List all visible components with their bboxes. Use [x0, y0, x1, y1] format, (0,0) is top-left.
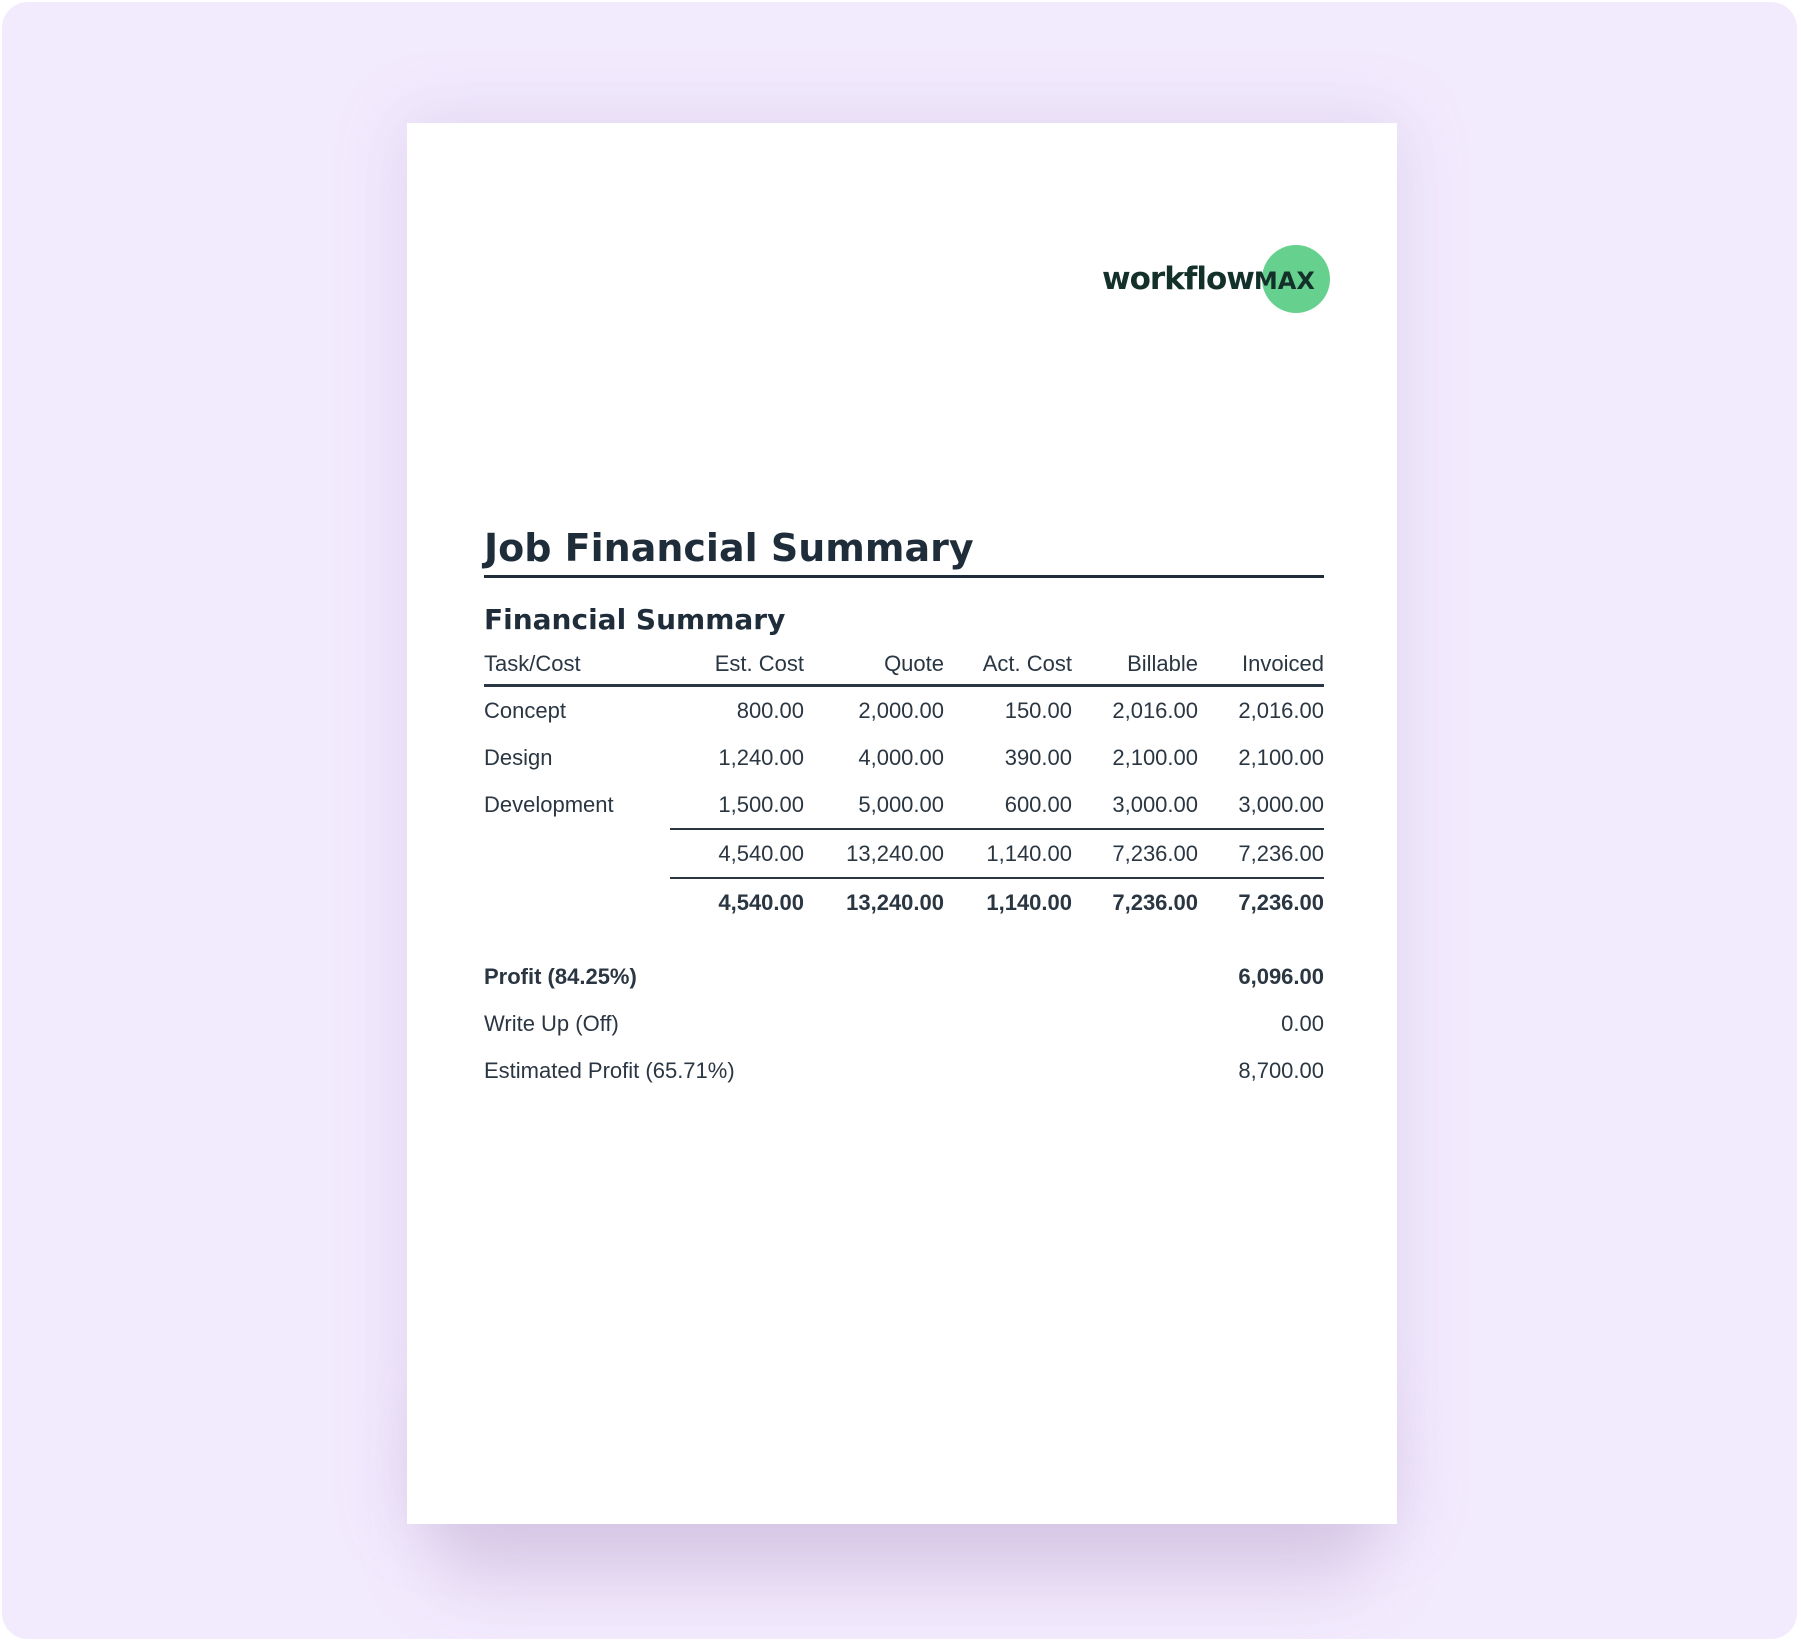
page-title: Job Financial Summary: [484, 523, 1324, 578]
total-billable: 7,236.00: [1072, 878, 1198, 926]
writeup-label: Write Up (Off): [484, 1011, 619, 1036]
cell-quote: 5,000.00: [858, 791, 944, 817]
cell-invoiced: 2,100.00: [1238, 744, 1324, 770]
financial-summary-table: [484, 644, 1324, 926]
column-header-invoiced: Invoiced: [1198, 644, 1324, 686]
cell-billable: 3,000.00: [1112, 791, 1198, 817]
cell-invoiced: 3,000.00: [1238, 791, 1324, 817]
workflowmax-logo: [1102, 243, 1332, 315]
estimated-profit-value: 8,700.00: [1238, 1058, 1324, 1083]
subtotal-quote: 13,240.00: [804, 829, 944, 878]
profit-summary: [484, 953, 1324, 1094]
task-name: Concept: [484, 697, 566, 723]
cell-act-cost: 600.00: [1004, 791, 1072, 817]
cell-quote: 2,000.00: [858, 697, 944, 723]
subtotal-billable: 7,236.00: [1072, 829, 1198, 878]
estimated-profit-label: Estimated Profit (65.71%): [484, 1058, 735, 1083]
table-row: [484, 686, 1324, 735]
cell-est-cost: 800.00: [736, 697, 804, 723]
subtotal-act-cost: 1,140.00: [944, 829, 1072, 878]
subtotal-label-empty: [484, 829, 670, 878]
column-header-est-cost: Est. Cost: [670, 644, 804, 686]
section-title: Financial Summary: [484, 603, 786, 636]
table-row: [484, 781, 1324, 829]
total-invoiced: 7,236.00: [1198, 878, 1324, 926]
profit-row: [484, 953, 1324, 1000]
cell-act-cost: 390.00: [1004, 744, 1072, 770]
cell-billable: 2,016.00: [1112, 697, 1198, 723]
task-name: Design: [484, 744, 553, 770]
cell-act-cost: 150.00: [1004, 697, 1072, 723]
writeup-row: [484, 1000, 1324, 1047]
total-label-empty: [484, 878, 670, 926]
total-est-cost: 4,540.00: [670, 878, 804, 926]
subtotal-invoiced: 7,236.00: [1198, 829, 1324, 878]
column-header-quote: Quote: [804, 644, 944, 686]
cell-billable: 2,100.00: [1112, 744, 1198, 770]
total-row: [484, 878, 1324, 926]
writeup-value: 0.00: [1281, 1011, 1324, 1036]
logo-text-accent: MAX: [1253, 267, 1315, 295]
cell-est-cost: 1,240.00: [718, 744, 804, 770]
cell-invoiced: 2,016.00: [1238, 697, 1324, 723]
page-background: [2, 2, 1797, 1639]
column-header-task: Task/Cost: [484, 644, 670, 686]
logo-text-main: workflow: [1102, 261, 1254, 297]
total-act-cost: 1,140.00: [944, 878, 1072, 926]
column-header-billable: Billable: [1072, 644, 1198, 686]
table-row: [484, 734, 1324, 781]
table-header-row: [484, 644, 1324, 686]
estimated-profit-row: [484, 1047, 1324, 1094]
logo-text: [1102, 259, 1315, 301]
profit-label: Profit (84.25%): [484, 964, 637, 989]
subtotal-est-cost: 4,540.00: [670, 829, 804, 878]
total-quote: 13,240.00: [804, 878, 944, 926]
document-page: [407, 123, 1397, 1524]
column-header-act-cost: Act. Cost: [944, 644, 1072, 686]
profit-value: 6,096.00: [1238, 964, 1324, 989]
cell-quote: 4,000.00: [858, 744, 944, 770]
cell-est-cost: 1,500.00: [718, 791, 804, 817]
subtotal-row: [484, 829, 1324, 878]
task-name: Development: [484, 792, 614, 817]
